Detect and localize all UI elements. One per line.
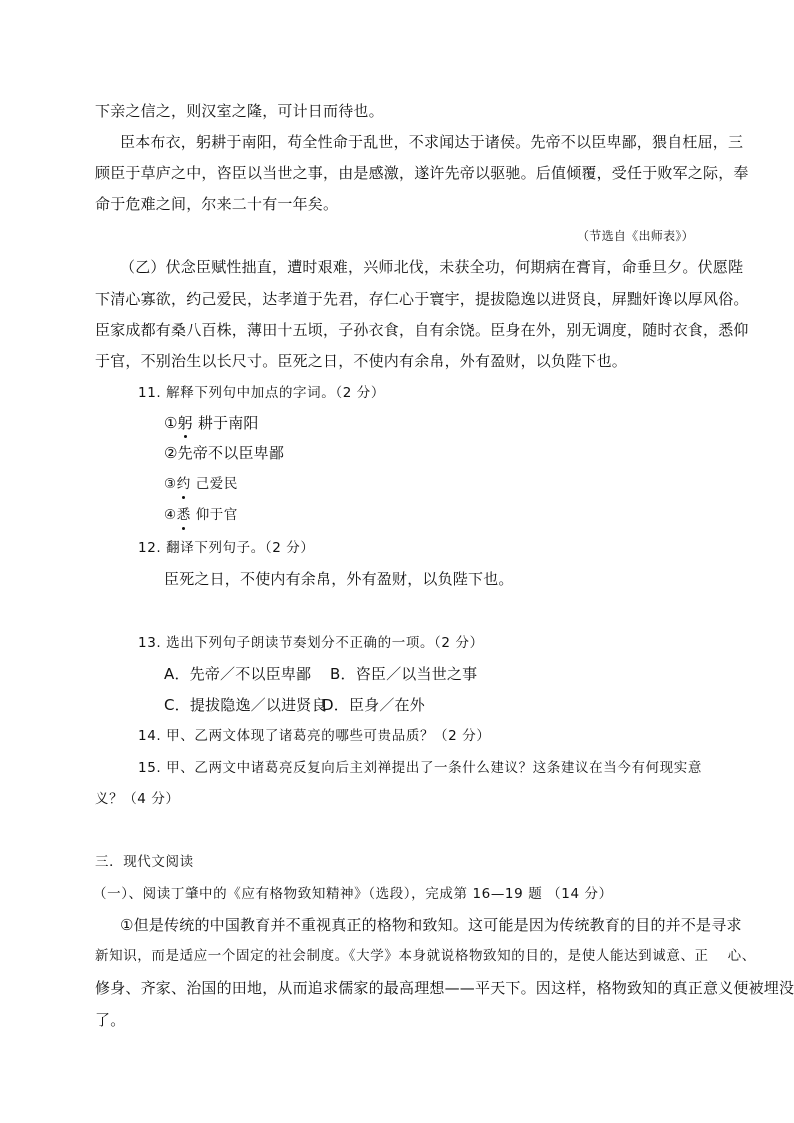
option-d: D．臣身／在外 bbox=[322, 696, 425, 714]
question-14-stem: 14. 甲、乙两文体现了诸葛亮的哪些可贵品质？（2 分） bbox=[138, 728, 491, 744]
passage-a-line-1: 下亲之信之，则汉室之隆，可计日而待也。 bbox=[95, 102, 384, 120]
section-3-paragraph-line-3: 修身、齐家、治国的田地，从而追求儒家的最高理想——平天下。因这样，格物致知的真正意义便被埋没 bbox=[95, 979, 794, 997]
passage-a-line-3: 顾臣于草庐之中，咨臣以当世之事，由是感激，遂许先帝以驱驰。后值倾覆，受任于败军之际，奉 bbox=[95, 164, 749, 182]
question-11-item-3 bbox=[164, 473, 238, 495]
passage-b-line-1: （乙）伏念臣赋性拙直，遭时艰难，兴师北伐，未获全功，何期病在膏肓，命垂旦夕。伏愿陛 bbox=[120, 258, 744, 276]
dotted-character: 约 bbox=[177, 473, 191, 495]
item-text: 耕于南阳 bbox=[192, 414, 259, 432]
passage-b-line-3: 臣家成都有桑八百株，薄田十五顷，子孙衣食，自有余饶。臣身在外，别无调度，随时衣食，悉仰 bbox=[95, 321, 749, 339]
item-number: ① bbox=[164, 414, 178, 432]
question-15-stem-line-2: 义？（4 分） bbox=[95, 791, 180, 807]
question-12-sentence: 臣死之日，不使内有余帛，外有盈财，以负陛下也。 bbox=[164, 570, 514, 588]
question-11-stem: 11. 解释下列句中加点的字词。（2 分） bbox=[138, 385, 385, 401]
section-3-paragraph-line-1: ①但是传统的中国教育并不重视真正的格物和致知。这可能是因为传统教育的目的并不是寻求 bbox=[120, 916, 742, 934]
section-3-paragraph-line-4: 了。 bbox=[95, 1011, 126, 1029]
dotted-character: 悉 bbox=[177, 504, 191, 526]
option-b: B．咨臣／以当世之事 bbox=[330, 665, 478, 683]
question-11-item-2 bbox=[164, 442, 284, 464]
item-number: ④ bbox=[164, 507, 177, 523]
question-12-stem: 12. 翻译下列句子。（2 分） bbox=[138, 540, 315, 556]
dotted-character: 躬 bbox=[177, 414, 193, 432]
option-c: C．提拔隐逸／以进贤良 bbox=[164, 696, 327, 714]
item-text: 先帝不以臣卑鄙 bbox=[177, 444, 285, 462]
item-number: ② bbox=[164, 444, 178, 462]
section-3-subtitle: （一）、阅读丁肇中的《应有格物致知精神》（选段），完成第 16—19 题 （14 分） bbox=[93, 886, 613, 902]
question-11-item-1 bbox=[164, 412, 259, 434]
item-number: ③ bbox=[164, 476, 177, 492]
item-text: 仰于官 bbox=[190, 507, 239, 523]
passage-a-line-2: 臣本布衣，躬耕于南阳，苟全性命于乱世，不求闻达于诸侯。先帝不以臣卑鄙，猥自枉屈，三 bbox=[120, 133, 744, 151]
passage-b-line-4: 于官，不别治生以长尺寸。臣死之日，不使内有余帛，外有盈财，以负陛下也。 bbox=[95, 352, 628, 370]
section-3-title: 三．现代文阅读 bbox=[95, 854, 194, 870]
passage-a-line-4: 命于危难之间，尔来二十有一年矣。 bbox=[95, 195, 339, 213]
section-3-paragraph-line-2: 新知识，而是适应一个固定的社会制度。《大学》本身就说格物致知的目的，是使人能达到诚意、正 心、 bbox=[95, 948, 756, 964]
question-13-stem: 13. 选出下列句子朗读节奏划分不正确的一项。（2 分） bbox=[138, 635, 484, 651]
passage-a-source: （节选自《出师表》） bbox=[576, 229, 694, 243]
passage-b-line-2: 下清心寡欲，约己爱民，达孝道于先君，存仁心于寰宇，提拔隐逸以进贤良，屏黜奸谗以厚风俗。 bbox=[95, 290, 749, 308]
item-text: 己爱民 bbox=[190, 476, 239, 492]
question-11-item-4 bbox=[164, 504, 238, 526]
question-15-stem-line-1: 15. 甲、乙两文中诸葛亮反复向后主刘禅提出了一条什么建议？这条建议在当今有何现实意 bbox=[138, 760, 702, 776]
option-a: A．先帝／不以臣卑鄙 bbox=[164, 665, 312, 683]
